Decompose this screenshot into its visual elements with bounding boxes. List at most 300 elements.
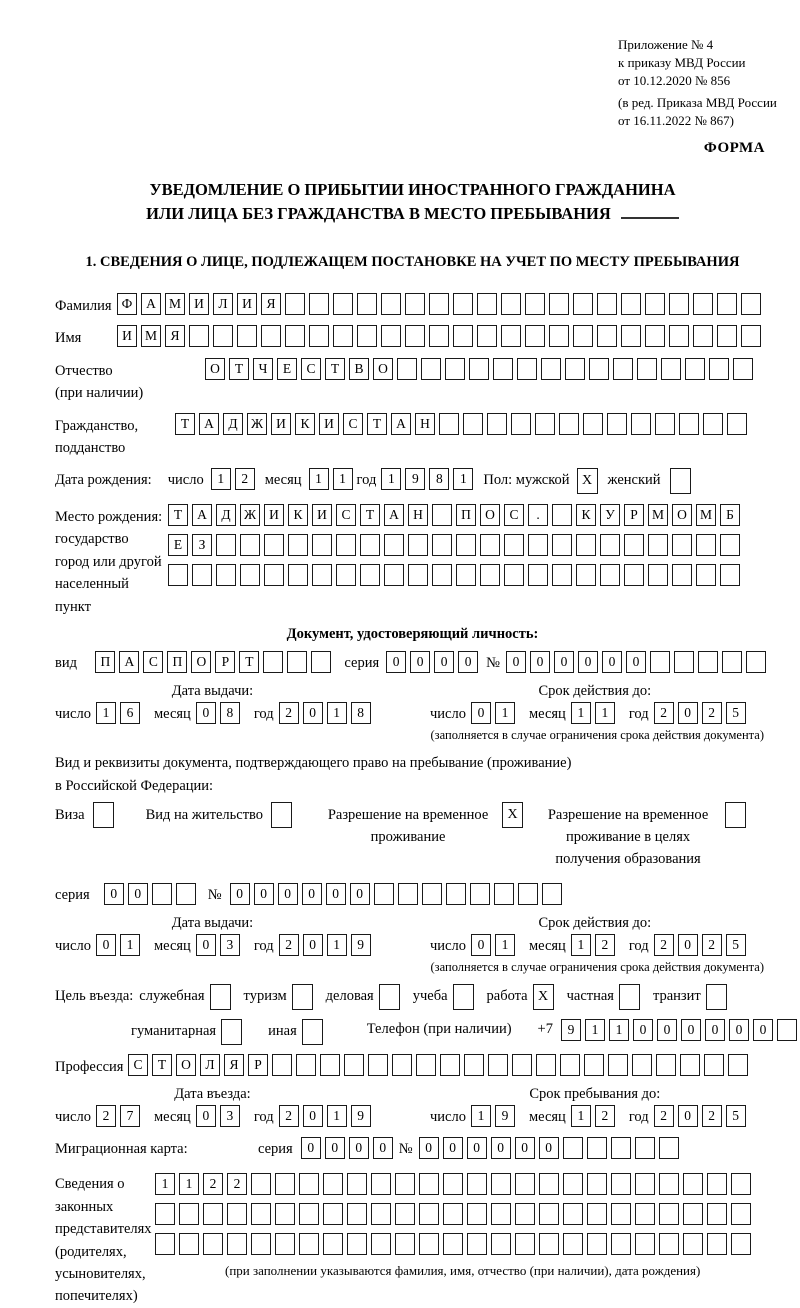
char-cell[interactable] xyxy=(560,1054,580,1076)
char-cell[interactable] xyxy=(477,325,497,347)
char-cell[interactable] xyxy=(670,468,691,494)
char-cell[interactable] xyxy=(467,1233,487,1255)
char-cell[interactable]: М xyxy=(696,504,716,526)
char-cell[interactable] xyxy=(698,651,718,673)
char-cell[interactable]: Т xyxy=(325,358,345,380)
char-cell[interactable] xyxy=(659,1203,679,1225)
char-cell[interactable] xyxy=(432,564,452,586)
char-cell[interactable]: Т xyxy=(168,504,188,526)
char-cell[interactable]: 1 xyxy=(495,702,515,724)
char-cell[interactable] xyxy=(631,413,651,435)
char-cell[interactable] xyxy=(445,358,465,380)
char-cell[interactable] xyxy=(216,534,236,556)
char-cell[interactable] xyxy=(648,534,668,556)
char-cell[interactable]: И xyxy=(237,293,257,315)
char-cell[interactable]: Ж xyxy=(240,504,260,526)
char-cell[interactable] xyxy=(707,1203,727,1225)
char-cell[interactable] xyxy=(777,1019,797,1041)
char-cell[interactable] xyxy=(227,1203,247,1225)
char-cell[interactable]: Т xyxy=(367,413,387,435)
char-cell[interactable] xyxy=(381,293,401,315)
char-cell[interactable] xyxy=(446,883,466,905)
char-cell[interactable]: 0 xyxy=(657,1019,677,1041)
char-cell[interactable] xyxy=(672,534,692,556)
char-cell[interactable] xyxy=(731,1203,751,1225)
char-cell[interactable] xyxy=(583,413,603,435)
char-cell[interactable]: С xyxy=(128,1054,148,1076)
char-cell[interactable] xyxy=(443,1173,463,1195)
char-cell[interactable] xyxy=(731,1173,751,1195)
char-cell[interactable]: 2 xyxy=(654,702,674,724)
char-cell[interactable] xyxy=(563,1233,583,1255)
char-cell[interactable] xyxy=(456,534,476,556)
char-cell[interactable] xyxy=(525,325,545,347)
char-cell[interactable] xyxy=(494,883,514,905)
char-cell[interactable]: 1 xyxy=(179,1173,199,1195)
char-cell[interactable] xyxy=(288,564,308,586)
char-cell[interactable]: 0 xyxy=(419,1137,439,1159)
char-cell[interactable]: 0 xyxy=(678,934,698,956)
char-cell[interactable] xyxy=(480,564,500,586)
char-cell[interactable]: 0 xyxy=(729,1019,749,1041)
char-cell[interactable]: 2 xyxy=(654,934,674,956)
char-cell[interactable]: 0 xyxy=(303,934,323,956)
char-cell[interactable] xyxy=(559,413,579,435)
char-cell[interactable] xyxy=(611,1173,631,1195)
char-cell[interactable]: 3 xyxy=(220,934,240,956)
char-cell[interactable]: Л xyxy=(213,293,233,315)
char-cell[interactable]: Ф xyxy=(117,293,137,315)
char-cell[interactable] xyxy=(179,1203,199,1225)
char-cell[interactable] xyxy=(275,1173,295,1195)
char-cell[interactable]: 0 xyxy=(96,934,116,956)
char-cell[interactable]: 1 xyxy=(471,1105,491,1127)
char-cell[interactable] xyxy=(440,1054,460,1076)
char-cell[interactable]: 0 xyxy=(554,651,574,673)
char-cell[interactable] xyxy=(613,358,633,380)
char-cell[interactable]: 0 xyxy=(681,1019,701,1041)
char-cell[interactable] xyxy=(650,651,670,673)
char-cell[interactable] xyxy=(491,1173,511,1195)
char-cell[interactable] xyxy=(371,1233,391,1255)
char-cell[interactable]: 7 xyxy=(120,1105,140,1127)
char-cell[interactable]: 0 xyxy=(515,1137,535,1159)
char-cell[interactable] xyxy=(251,1203,271,1225)
char-cell[interactable]: О xyxy=(672,504,692,526)
char-cell[interactable]: 2 xyxy=(279,934,299,956)
char-cell[interactable] xyxy=(576,564,596,586)
char-cell[interactable] xyxy=(637,358,657,380)
char-cell[interactable] xyxy=(453,293,473,315)
char-cell[interactable]: 2 xyxy=(279,702,299,724)
char-cell[interactable] xyxy=(552,564,572,586)
char-cell[interactable] xyxy=(381,325,401,347)
char-cell[interactable] xyxy=(357,293,377,315)
char-cell[interactable] xyxy=(422,883,442,905)
char-cell[interactable] xyxy=(539,1173,559,1195)
char-cell[interactable] xyxy=(584,1054,604,1076)
char-cell[interactable] xyxy=(493,358,513,380)
char-cell[interactable]: 5 xyxy=(726,702,746,724)
char-cell[interactable] xyxy=(597,293,617,315)
char-cell[interactable]: Р xyxy=(248,1054,268,1076)
char-cell[interactable]: П xyxy=(456,504,476,526)
char-cell[interactable]: Ч xyxy=(253,358,273,380)
char-cell[interactable]: 0 xyxy=(278,883,298,905)
char-cell[interactable] xyxy=(405,293,425,315)
char-cell[interactable]: И xyxy=(189,293,209,315)
char-cell[interactable]: 1 xyxy=(333,468,353,490)
char-cell[interactable]: 2 xyxy=(595,1105,615,1127)
char-cell[interactable]: 0 xyxy=(303,702,323,724)
char-cell[interactable] xyxy=(480,534,500,556)
char-cell[interactable] xyxy=(179,1233,199,1255)
char-cell[interactable] xyxy=(216,564,236,586)
char-cell[interactable]: 1 xyxy=(327,934,347,956)
char-cell[interactable]: 8 xyxy=(220,702,240,724)
char-cell[interactable]: И xyxy=(271,413,291,435)
char-cell[interactable]: 1 xyxy=(585,1019,605,1041)
char-cell[interactable] xyxy=(203,1233,223,1255)
char-cell[interactable] xyxy=(683,1203,703,1225)
char-cell[interactable]: 0 xyxy=(602,651,622,673)
char-cell[interactable] xyxy=(504,564,524,586)
char-cell[interactable] xyxy=(271,802,292,828)
char-cell[interactable] xyxy=(429,293,449,315)
char-cell[interactable]: И xyxy=(319,413,339,435)
char-cell[interactable] xyxy=(263,651,283,673)
char-cell[interactable] xyxy=(611,1203,631,1225)
char-cell[interactable] xyxy=(302,1019,323,1045)
char-cell[interactable] xyxy=(655,413,675,435)
char-cell[interactable]: К xyxy=(576,504,596,526)
char-cell[interactable] xyxy=(512,1054,532,1076)
char-cell[interactable] xyxy=(285,293,305,315)
char-cell[interactable]: Я xyxy=(165,325,185,347)
char-cell[interactable] xyxy=(453,325,473,347)
char-cell[interactable] xyxy=(648,564,668,586)
char-cell[interactable] xyxy=(659,1137,679,1159)
char-cell[interactable] xyxy=(587,1137,607,1159)
char-cell[interactable]: 0 xyxy=(506,651,526,673)
char-cell[interactable] xyxy=(312,534,332,556)
char-cell[interactable] xyxy=(515,1173,535,1195)
char-cell[interactable] xyxy=(635,1233,655,1255)
char-cell[interactable] xyxy=(333,325,353,347)
char-cell[interactable]: 0 xyxy=(678,1105,698,1127)
char-cell[interactable] xyxy=(176,883,196,905)
char-cell[interactable] xyxy=(453,984,474,1010)
char-cell[interactable] xyxy=(374,883,394,905)
char-cell[interactable]: 1 xyxy=(155,1173,175,1195)
char-cell[interactable]: 0 xyxy=(302,883,322,905)
char-cell[interactable] xyxy=(347,1203,367,1225)
char-cell[interactable] xyxy=(608,1054,628,1076)
char-cell[interactable] xyxy=(504,534,524,556)
char-cell[interactable]: 0 xyxy=(434,651,454,673)
char-cell[interactable] xyxy=(707,1173,727,1195)
char-cell[interactable] xyxy=(720,564,740,586)
char-cell[interactable] xyxy=(463,413,483,435)
char-cell[interactable] xyxy=(600,534,620,556)
char-cell[interactable] xyxy=(587,1233,607,1255)
char-cell[interactable] xyxy=(541,358,561,380)
char-cell[interactable] xyxy=(275,1233,295,1255)
char-cell[interactable]: С xyxy=(343,413,363,435)
char-cell[interactable]: 0 xyxy=(325,1137,345,1159)
char-cell[interactable] xyxy=(645,293,665,315)
char-cell[interactable] xyxy=(563,1137,583,1159)
char-cell[interactable]: 2 xyxy=(702,934,722,956)
char-cell[interactable] xyxy=(213,325,233,347)
char-cell[interactable] xyxy=(421,358,441,380)
char-cell[interactable] xyxy=(299,1173,319,1195)
char-cell[interactable] xyxy=(323,1173,343,1195)
char-cell[interactable] xyxy=(696,564,716,586)
char-cell[interactable] xyxy=(299,1203,319,1225)
char-cell[interactable]: Н xyxy=(415,413,435,435)
char-cell[interactable]: С xyxy=(336,504,356,526)
char-cell[interactable]: М xyxy=(141,325,161,347)
char-cell[interactable]: У xyxy=(600,504,620,526)
char-cell[interactable]: 1 xyxy=(595,702,615,724)
char-cell[interactable] xyxy=(600,564,620,586)
char-cell[interactable]: 0 xyxy=(467,1137,487,1159)
char-cell[interactable] xyxy=(491,1233,511,1255)
char-cell[interactable]: 0 xyxy=(539,1137,559,1159)
char-cell[interactable] xyxy=(731,1233,751,1255)
char-cell[interactable] xyxy=(528,564,548,586)
char-cell[interactable]: Е xyxy=(168,534,188,556)
char-cell[interactable] xyxy=(392,1054,412,1076)
char-cell[interactable]: О xyxy=(205,358,225,380)
char-cell[interactable]: 2 xyxy=(235,468,255,490)
char-cell[interactable] xyxy=(696,534,716,556)
char-cell[interactable] xyxy=(635,1137,655,1159)
char-cell[interactable] xyxy=(725,802,746,828)
char-cell[interactable]: 5 xyxy=(726,1105,746,1127)
char-cell[interactable] xyxy=(419,1233,439,1255)
char-cell[interactable] xyxy=(621,293,641,315)
char-cell[interactable] xyxy=(672,564,692,586)
char-cell[interactable]: С xyxy=(504,504,524,526)
char-cell[interactable] xyxy=(347,1233,367,1255)
char-cell[interactable] xyxy=(488,1054,508,1076)
char-cell[interactable] xyxy=(635,1173,655,1195)
char-cell[interactable] xyxy=(323,1203,343,1225)
char-cell[interactable] xyxy=(152,883,172,905)
char-cell[interactable] xyxy=(311,651,331,673)
char-cell[interactable] xyxy=(501,325,521,347)
char-cell[interactable] xyxy=(398,883,418,905)
char-cell[interactable]: . xyxy=(528,504,548,526)
char-cell[interactable]: 0 xyxy=(104,883,124,905)
char-cell[interactable]: 2 xyxy=(654,1105,674,1127)
char-cell[interactable] xyxy=(210,984,231,1010)
char-cell[interactable]: 1 xyxy=(453,468,473,490)
char-cell[interactable] xyxy=(589,358,609,380)
char-cell[interactable]: 1 xyxy=(381,468,401,490)
char-cell[interactable] xyxy=(477,293,497,315)
char-cell[interactable]: А xyxy=(119,651,139,673)
char-cell[interactable]: 2 xyxy=(203,1173,223,1195)
char-cell[interactable] xyxy=(535,413,555,435)
char-cell[interactable]: Т xyxy=(229,358,249,380)
char-cell[interactable] xyxy=(491,1203,511,1225)
char-cell[interactable] xyxy=(703,413,723,435)
char-cell[interactable] xyxy=(611,1137,631,1159)
char-cell[interactable] xyxy=(240,564,260,586)
char-cell[interactable] xyxy=(237,325,257,347)
char-cell[interactable]: 2 xyxy=(96,1105,116,1127)
char-cell[interactable]: 0 xyxy=(326,883,346,905)
char-cell[interactable]: 6 xyxy=(120,702,140,724)
char-cell[interactable] xyxy=(706,984,727,1010)
char-cell[interactable]: 0 xyxy=(301,1137,321,1159)
char-cell[interactable] xyxy=(168,564,188,586)
char-cell[interactable]: X xyxy=(502,802,523,828)
char-cell[interactable] xyxy=(405,325,425,347)
char-cell[interactable] xyxy=(416,1054,436,1076)
char-cell[interactable]: И xyxy=(117,325,137,347)
char-cell[interactable]: 8 xyxy=(429,468,449,490)
char-cell[interactable]: 5 xyxy=(726,934,746,956)
char-cell[interactable] xyxy=(707,1233,727,1255)
char-cell[interactable]: О xyxy=(480,504,500,526)
char-cell[interactable] xyxy=(261,325,281,347)
char-cell[interactable]: 0 xyxy=(349,1137,369,1159)
char-cell[interactable]: 9 xyxy=(405,468,425,490)
char-cell[interactable] xyxy=(467,1173,487,1195)
char-cell[interactable]: Я xyxy=(261,293,281,315)
char-cell[interactable]: 0 xyxy=(196,934,216,956)
char-cell[interactable] xyxy=(632,1054,652,1076)
char-cell[interactable] xyxy=(408,534,428,556)
char-cell[interactable]: 1 xyxy=(571,934,591,956)
char-cell[interactable]: 0 xyxy=(230,883,250,905)
char-cell[interactable]: 9 xyxy=(351,934,371,956)
char-cell[interactable]: 0 xyxy=(458,651,478,673)
char-cell[interactable] xyxy=(419,1203,439,1225)
char-cell[interactable] xyxy=(517,358,537,380)
char-cell[interactable]: 0 xyxy=(530,651,550,673)
char-cell[interactable] xyxy=(685,358,705,380)
char-cell[interactable]: 1 xyxy=(309,468,329,490)
char-cell[interactable] xyxy=(709,358,729,380)
char-cell[interactable]: 1 xyxy=(571,702,591,724)
char-cell[interactable] xyxy=(565,358,585,380)
char-cell[interactable] xyxy=(292,984,313,1010)
char-cell[interactable]: А xyxy=(384,504,404,526)
char-cell[interactable] xyxy=(309,293,329,315)
char-cell[interactable] xyxy=(429,325,449,347)
char-cell[interactable]: О xyxy=(191,651,211,673)
char-cell[interactable]: 0 xyxy=(678,702,698,724)
char-cell[interactable] xyxy=(309,325,329,347)
char-cell[interactable] xyxy=(741,325,761,347)
char-cell[interactable]: 9 xyxy=(495,1105,515,1127)
char-cell[interactable] xyxy=(439,413,459,435)
char-cell[interactable]: 2 xyxy=(702,702,722,724)
char-cell[interactable] xyxy=(189,325,209,347)
char-cell[interactable] xyxy=(674,651,694,673)
char-cell[interactable] xyxy=(443,1233,463,1255)
char-cell[interactable] xyxy=(443,1203,463,1225)
char-cell[interactable] xyxy=(621,325,641,347)
char-cell[interactable] xyxy=(155,1233,175,1255)
char-cell[interactable]: 0 xyxy=(254,883,274,905)
char-cell[interactable]: К xyxy=(295,413,315,435)
char-cell[interactable] xyxy=(645,325,665,347)
char-cell[interactable]: О xyxy=(373,358,393,380)
char-cell[interactable]: 0 xyxy=(128,883,148,905)
char-cell[interactable] xyxy=(419,1173,439,1195)
char-cell[interactable] xyxy=(192,564,212,586)
char-cell[interactable] xyxy=(93,802,114,828)
char-cell[interactable] xyxy=(597,325,617,347)
char-cell[interactable]: Л xyxy=(200,1054,220,1076)
char-cell[interactable] xyxy=(720,534,740,556)
char-cell[interactable]: 9 xyxy=(351,1105,371,1127)
char-cell[interactable] xyxy=(368,1054,388,1076)
char-cell[interactable]: Ж xyxy=(247,413,267,435)
char-cell[interactable]: Д xyxy=(223,413,243,435)
char-cell[interactable]: 1 xyxy=(609,1019,629,1041)
char-cell[interactable] xyxy=(607,413,627,435)
char-cell[interactable]: И xyxy=(312,504,332,526)
char-cell[interactable]: А xyxy=(141,293,161,315)
char-cell[interactable] xyxy=(501,293,521,315)
char-cell[interactable]: А xyxy=(391,413,411,435)
char-cell[interactable]: С xyxy=(143,651,163,673)
char-cell[interactable] xyxy=(563,1173,583,1195)
char-cell[interactable] xyxy=(456,564,476,586)
char-cell[interactable]: Е xyxy=(277,358,297,380)
char-cell[interactable] xyxy=(336,564,356,586)
char-cell[interactable] xyxy=(611,1233,631,1255)
char-cell[interactable] xyxy=(661,358,681,380)
char-cell[interactable]: А xyxy=(192,504,212,526)
char-cell[interactable] xyxy=(549,325,569,347)
char-cell[interactable]: 0 xyxy=(626,651,646,673)
char-cell[interactable]: Р xyxy=(215,651,235,673)
char-cell[interactable]: 0 xyxy=(471,702,491,724)
char-cell[interactable] xyxy=(515,1233,535,1255)
char-cell[interactable] xyxy=(683,1233,703,1255)
char-cell[interactable] xyxy=(539,1233,559,1255)
char-cell[interactable] xyxy=(320,1054,340,1076)
char-cell[interactable] xyxy=(680,1054,700,1076)
char-cell[interactable] xyxy=(659,1173,679,1195)
char-cell[interactable]: 2 xyxy=(279,1105,299,1127)
char-cell[interactable]: Д xyxy=(216,504,236,526)
char-cell[interactable] xyxy=(264,564,284,586)
char-cell[interactable] xyxy=(728,1054,748,1076)
char-cell[interactable] xyxy=(357,325,377,347)
char-cell[interactable] xyxy=(323,1233,343,1255)
char-cell[interactable] xyxy=(384,534,404,556)
char-cell[interactable]: X xyxy=(577,468,598,494)
char-cell[interactable] xyxy=(669,325,689,347)
char-cell[interactable] xyxy=(518,883,538,905)
char-cell[interactable] xyxy=(371,1173,391,1195)
char-cell[interactable]: А xyxy=(199,413,219,435)
char-cell[interactable]: 9 xyxy=(561,1019,581,1041)
char-cell[interactable] xyxy=(299,1233,319,1255)
char-cell[interactable] xyxy=(587,1203,607,1225)
char-cell[interactable] xyxy=(552,504,572,526)
char-cell[interactable]: 2 xyxy=(595,934,615,956)
